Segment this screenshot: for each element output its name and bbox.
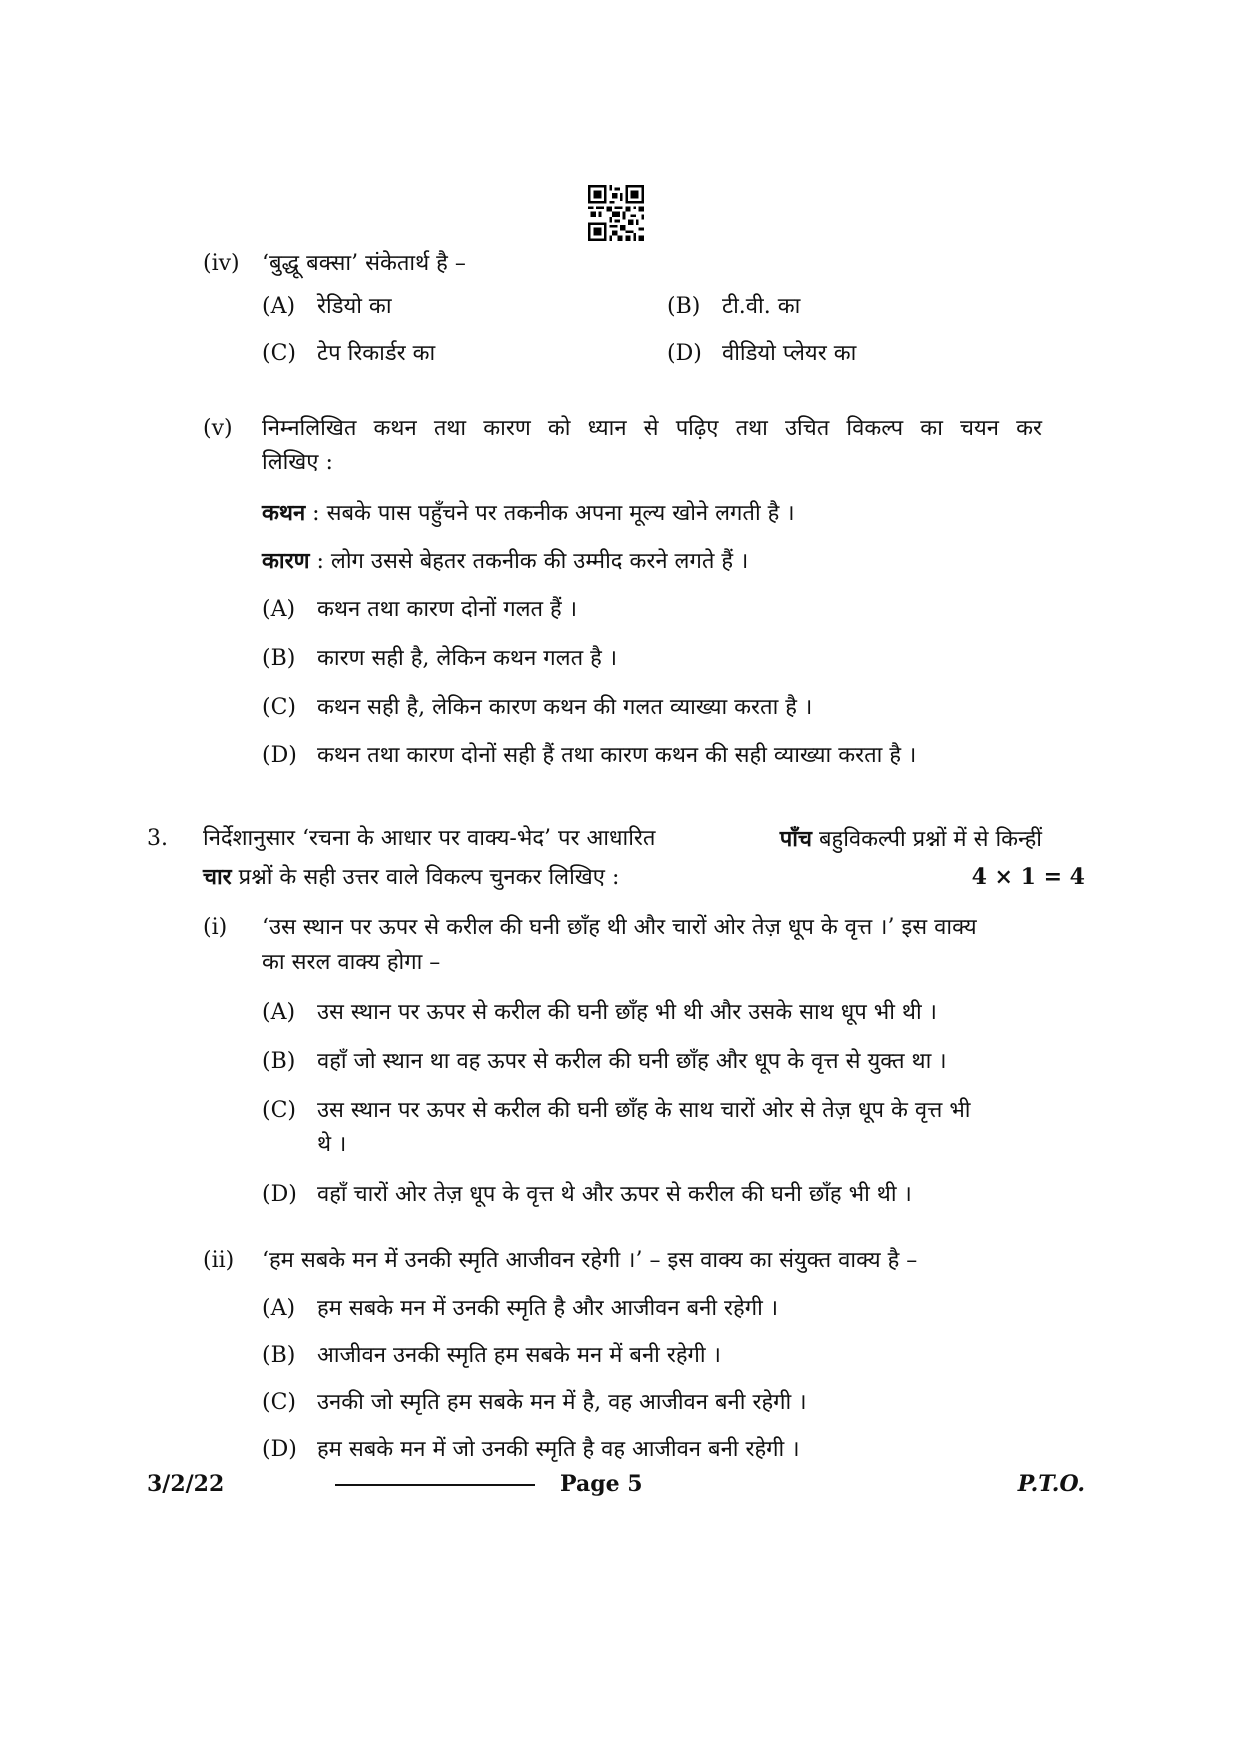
paper-code: 3/2/22 <box>147 1471 225 1497</box>
question-number: (iv) <box>203 251 240 276</box>
qr-code <box>588 185 644 241</box>
question-text <box>203 861 619 894</box>
assertion-label: कथन <box>262 500 306 526</box>
question-text-part: बहुविकल्पी प्रश्नों में से किन्हीं <box>818 827 1042 852</box>
option-label: (A) <box>262 1296 296 1321</box>
reason-text: : लोग उससे बेहतर तकनीक की उम्मीद करने लगते हैं । <box>316 549 749 574</box>
option-text: वहाँ जो स्थान था वह ऊपर से करील की घनी छाँह और धूप के वृत्त से युक्त था । <box>317 1049 947 1074</box>
option-text: टी.वी. का <box>722 294 801 319</box>
question-text-part: निर्देशानुसार ‘रचना के आधार पर वाक्य-भेद’ पर आधारित <box>203 826 656 851</box>
option-text: हम सबके मन में जो उनकी स्मृति है वह आजीवन बनी रहेगी । <box>317 1437 800 1462</box>
question-stem: ‘बुद्धू बक्सा’ संकेतार्थ है – <box>262 251 466 276</box>
pto-label: P.T.O. <box>1017 1471 1085 1497</box>
reason <box>262 545 748 578</box>
option-text: कारण सही है, लेकिन कथन गलत है । <box>317 646 618 671</box>
question-text-part <box>780 823 1042 856</box>
option-text: कथन तथा कारण दोनों सही हैं तथा कारण कथन की सही व्याख्या करता है । <box>317 743 917 768</box>
question-number: (i) <box>203 915 228 940</box>
option-text: वहाँ चारों ओर तेज़ धूप के वृत्त थे और ऊपर से करील की घनी छाँह भी थी । <box>317 1182 912 1207</box>
reason-label: कारण <box>262 548 310 574</box>
option-label: (C) <box>262 341 296 366</box>
emphasis: पाँच <box>779 826 812 852</box>
question-stem: ‘उस स्थान पर ऊपर से करील की घनी छाँह थी और चारों ओर तेज़ धूप के वृत्त ।’ इस वाक्य <box>262 915 977 940</box>
question-number: (v) <box>203 416 233 441</box>
option-label: (B) <box>262 646 296 671</box>
option-label: (D) <box>667 341 702 366</box>
option-text: उस स्थान पर ऊपर से करील की घनी छाँह के साथ चारों ओर से तेज़ धूप के वृत्त भी <box>317 1098 971 1123</box>
option-label: (A) <box>262 1000 296 1025</box>
option-text: उस स्थान पर ऊपर से करील की घनी छाँह भी थी और उसके साथ धूप भी थी । <box>317 1000 938 1025</box>
option-text: उनकी जो स्मृति हम सबके मन में है, वह आजीवन बनी रहेगी । <box>317 1390 807 1415</box>
option-label: (C) <box>262 1098 296 1123</box>
option-label: (A) <box>262 294 296 319</box>
option-label: (B) <box>667 294 701 319</box>
option-label: (B) <box>262 1049 296 1074</box>
marks: 4 × 1 = 4 <box>971 864 1085 890</box>
option-label: (C) <box>262 1390 296 1415</box>
question-number: 3. <box>147 826 168 851</box>
question-stem: निम्नलिखित कथन तथा कारण को ध्यान से पढ़िए तथा उचित विकल्प का चयन कर <box>262 416 1042 441</box>
option-text: आजीवन उनकी स्मृति हम सबके मन में बनी रहेगी । <box>317 1343 721 1368</box>
option-text: टेप रिकार्डर का <box>317 341 436 366</box>
assertion-text: : सबके पास पहुँचने पर तकनीक अपना मूल्य खोने लगती है । <box>312 501 795 526</box>
emphasis: चार <box>203 864 232 890</box>
option-label: (D) <box>262 1437 297 1462</box>
option-text: रेडियो का <box>317 294 392 319</box>
question-text <box>203 823 1042 856</box>
question-stem: का सरल वाक्य होगा – <box>262 950 441 975</box>
footer-rule <box>335 1484 535 1486</box>
option-label: (D) <box>262 1182 297 1207</box>
question-text-part: प्रश्नों के सही उत्तर वाले विकल्प चुनकर लिखिए : <box>238 865 620 890</box>
option-label: (A) <box>262 597 296 622</box>
option-label: (C) <box>262 695 296 720</box>
option-text: वीडियो प्लेयर का <box>722 341 857 366</box>
question-stem: ‘हम सबके मन में उनकी स्मृति आजीवन रहेगी ।’ – इस वाक्य का संयुक्त वाक्य है – <box>262 1248 918 1273</box>
option-text: हम सबके मन में उनकी स्मृति है और आजीवन बनी रहेगी । <box>317 1296 779 1321</box>
question-number: (ii) <box>203 1248 235 1273</box>
option-text: कथन सही है, लेकिन कारण कथन की गलत व्याख्या करता है । <box>317 695 813 720</box>
option-label: (D) <box>262 743 297 768</box>
option-label: (B) <box>262 1343 296 1368</box>
question-stem: लिखिए : <box>262 450 333 475</box>
option-text: थे । <box>317 1132 347 1157</box>
page-number: Page 5 <box>560 1471 643 1497</box>
option-text: कथन तथा कारण दोनों गलत हैं । <box>317 597 578 622</box>
assertion <box>262 497 795 530</box>
